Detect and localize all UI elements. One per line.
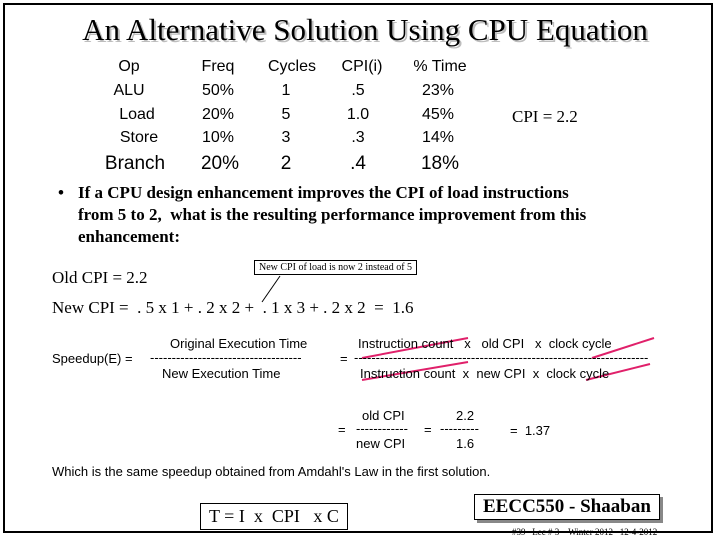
speedup-divider: ----------------------------------- <box>150 350 302 365</box>
header-op: Op <box>118 58 140 75</box>
instr-denominator: Instruction count x new CPI x clock cycle <box>360 366 610 381</box>
bullet-marker: • <box>58 183 64 202</box>
table-cell: 3 <box>281 129 291 146</box>
instr-divider: -------------------------------------------------------------------- <box>354 350 649 365</box>
slide-info: #39 Lec # 3 Winter 2012 12-4-2012 <box>512 527 658 537</box>
slide-title: An Alternative Solution Using CPU Equation <box>82 12 648 47</box>
table-cell: .5 <box>351 82 365 99</box>
equals-sign: = <box>338 422 346 437</box>
cpi-total: CPI = 2.2 <box>512 107 578 126</box>
value-denominator: 1.6 <box>456 436 475 451</box>
summary-text: Which is the same speedup obtained from Amdahl's Law in the first solution. <box>52 464 491 479</box>
speedup-result: = 1.37 <box>510 423 551 438</box>
new-cpi-denominator: new CPI <box>356 436 406 451</box>
new-cpi: New CPI = . 5 x 1 + . 2 x 2 + . 1 x 3 + . 2 x 2 = 1.6 <box>52 298 414 317</box>
header-freq: Freq <box>201 58 235 75</box>
table-cell: 2 <box>280 153 292 174</box>
table-cell: 20% <box>201 106 235 123</box>
bullet-line-2: from 5 to 2, what is the resulting performance improvement from this <box>78 205 587 224</box>
speedup-denominator: New Execution Time <box>162 366 281 381</box>
instr-numerator: Instruction count x old CPI x clock cycle <box>358 336 612 351</box>
value-numerator: 2.2 <box>456 408 475 423</box>
table-cell: 14% <box>421 129 455 146</box>
table-cell: 20% <box>200 153 240 174</box>
header-time: % Time <box>413 58 467 75</box>
header-cycles: Cycles <box>267 58 316 75</box>
old-cpi-numerator: old CPI <box>362 408 405 423</box>
table-cell: 45% <box>421 106 455 123</box>
table-cell: .3 <box>351 129 365 146</box>
old-cpi: Old CPI = 2.2 <box>52 268 148 287</box>
note-box: New CPI of load is now 2 instead of 5 <box>254 260 417 275</box>
table-cell: .4 <box>350 153 366 174</box>
bullet-line-1: If a CPU design enhancement improves the CPI of load instructions <box>78 183 569 202</box>
equals-sign: = <box>424 422 432 437</box>
table-cell: Branch <box>104 153 166 174</box>
cpi-divider: ------------ <box>356 421 408 436</box>
table-cell: 10% <box>201 129 235 146</box>
value-divider: --------- <box>440 421 479 436</box>
table-cell: 5 <box>281 106 291 123</box>
speedup-label: Speedup(E) = <box>52 351 133 366</box>
table-cell: ALU <box>113 82 145 99</box>
table-cell: 1.0 <box>346 106 370 123</box>
cpu-time-formula: T = I x CPI x C <box>200 503 348 530</box>
table-cell: 1 <box>281 82 291 99</box>
speedup-numerator: Original Execution Time <box>170 336 308 351</box>
equals-sign: = <box>340 351 348 366</box>
table-cell: Store <box>119 129 159 146</box>
table-cell: 18% <box>420 153 460 174</box>
course-label: EECC550 - Shaaban <box>474 494 660 520</box>
table-cell: 23% <box>421 82 455 99</box>
bullet-line-3: enhancement: <box>78 227 180 246</box>
header-cpi: CPI(i) <box>341 58 383 75</box>
table-cell: Load <box>119 106 155 123</box>
table-cell: 50% <box>201 82 235 99</box>
